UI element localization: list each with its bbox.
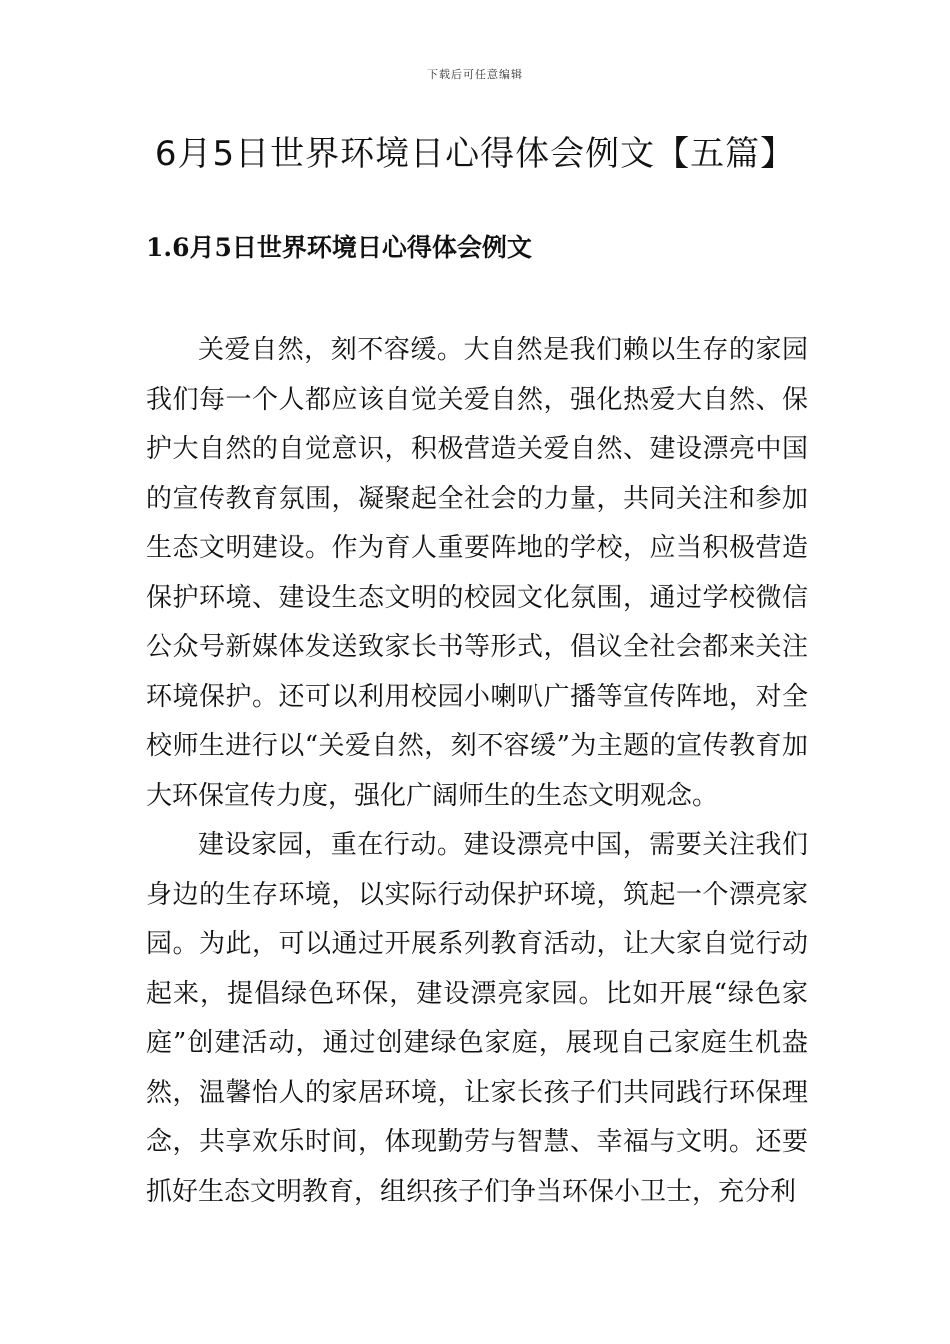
header-note: 下载后可任意编辑 (427, 68, 523, 81)
body-paragraph-2: 建设家园，重在行动。建设漂亮中国，需要关注我们身边的生存环境，以实际行动保护环境，筑起一个漂亮家园。为此，可以通过开展系列教育活动，让大家自觉行动起来，提倡绿色环保，建设漂亮家园。比如开展“绿色家庭”创建活动，通过创建绿色家庭，展现自己家庭生机盎然，温馨怡人的家居环境，让家长孩子们共同践行环保理念，共享欢乐时间，体现勤劳与智慧、幸福与文明。还要抓好生态文明教育，组织孩子们争当环保小卫士，充分利 (146, 830, 808, 1207)
document-title: 6月5日世界环境日心得体会例文【五篇】 (154, 134, 796, 174)
body-paragraph-1: 关爱自然，刻不容缓。大自然是我们赖以生存的家园我们每一个人都应该自觉关爱自然，强化热爱大自然、保护大自然的自觉意识，积极营造关爱自然、建设漂亮中国的宣传教育氛围，凝聚起全社会的力量，共同关注和参加生态文明建设。作为育人重要阵地的学校，应当积极营造保护环境、建设生态文明的校园文化氛围，通过学校微信公众号新媒体发送致家长书等形式，倡议全社会都来关注环境保护。还可以利用校园小喇叭广播等宣传阵地，对全校师生进行以“关爱自然，刻不容缓”为主题的宣传教育加大环保宣传力度，强化广阔师生的生态文明观念。 (146, 335, 808, 811)
section-heading: 1.6月5日世界环境日心得体会例文 (146, 233, 532, 262)
